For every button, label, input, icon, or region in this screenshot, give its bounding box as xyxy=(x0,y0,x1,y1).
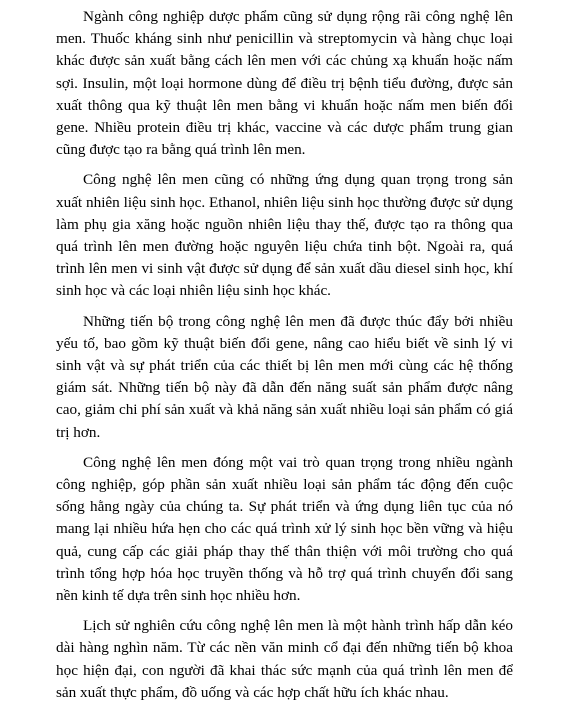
paragraph-history: Lịch sử nghiên cứu công nghệ lên men là một hành trình hấp dẫn kéo dài hàng nghìn năm. Từ các nền văn minh cổ đại đến những tiến bộ khoa học hiện đại, con người đã khai thác sức mạnh của quá trình lên men để sản xuất thực phẩm, đồ uống và các hợp chất hữu ích khác nhau. xyxy=(56,617,513,701)
paragraph-pharmaceutical: Ngành công nghiệp dược phẩm cũng sử dụng rộng rãi công nghệ lên men. Thuốc kháng sinh như penicillin và streptomycin và hàng chục loại khác được sản xuất bằng cách lên men với các chủng xạ khuẩn hoặc nấm sợi. Insulin, một loại hormone dùng để điều trị bệnh tiểu đường, được sản xuất thông qua kỹ thuật lên men bằng vi khuẩn hoặc nấm men biến đổi gene. Nhiều protein điều trị khác, vaccine và các dược phẩm trung gian cũng được tạo ra bằng quá trình lên men. xyxy=(56,8,513,159)
paragraph-role: Công nghệ lên men đóng một vai trò quan trọng trong nhiều ngành công nghiệp, góp phần sản xuất nhiều loại sản phẩm tác động đến cuộc sống hằng ngày của chúng ta. Sự phát triển và ứng dụng liên tục của nó mang lại nhiều hứa hẹn cho các quá trình xử lý sinh học bền vững và hiệu quả, cung cấp các giải pháp thay thế thân thiện với môi trường cho quá trình tổng hợp hóa học truyền thống và hỗ trợ quá trình chuyển đổi sang nền kinh tế dựa trên sinh học nhiều hơn. xyxy=(56,453,513,605)
paragraph-biofuels: Công nghệ lên men cũng có những ứng dụng quan trọng trong sản xuất nhiên liệu sinh học. Ethanol, nhiên liệu sinh học thường được sử dụng làm phụ gia xăng hoặc nguồn nhiên liệu thay thế, được tạo ra thông qua quá trình lên men đường hoặc nguyên liệu chứa tinh bột. Ngoài ra, quá trình lên men vi sinh vật được sử dụng để sản xuất dầu diesel sinh học, khí sinh học và các loại nhiên liệu sinh học khác. xyxy=(56,171,513,300)
paragraph-advances: Những tiến bộ trong công nghệ lên men đã được thúc đẩy bởi nhiều yếu tố, bao gồm kỹ thuật biến đổi gene, nâng cao hiểu biết về sinh lý vi sinh vật và sự phát triển của các thiết bị lên men mới cùng các hệ thống giám sát. Những tiến bộ này đã dẫn đến năng suất sản phẩm được nâng cao, giảm chi phí sản xuất và khả năng sản xuất nhiều loại sản phẩm có giá trị hơn. xyxy=(56,312,513,441)
